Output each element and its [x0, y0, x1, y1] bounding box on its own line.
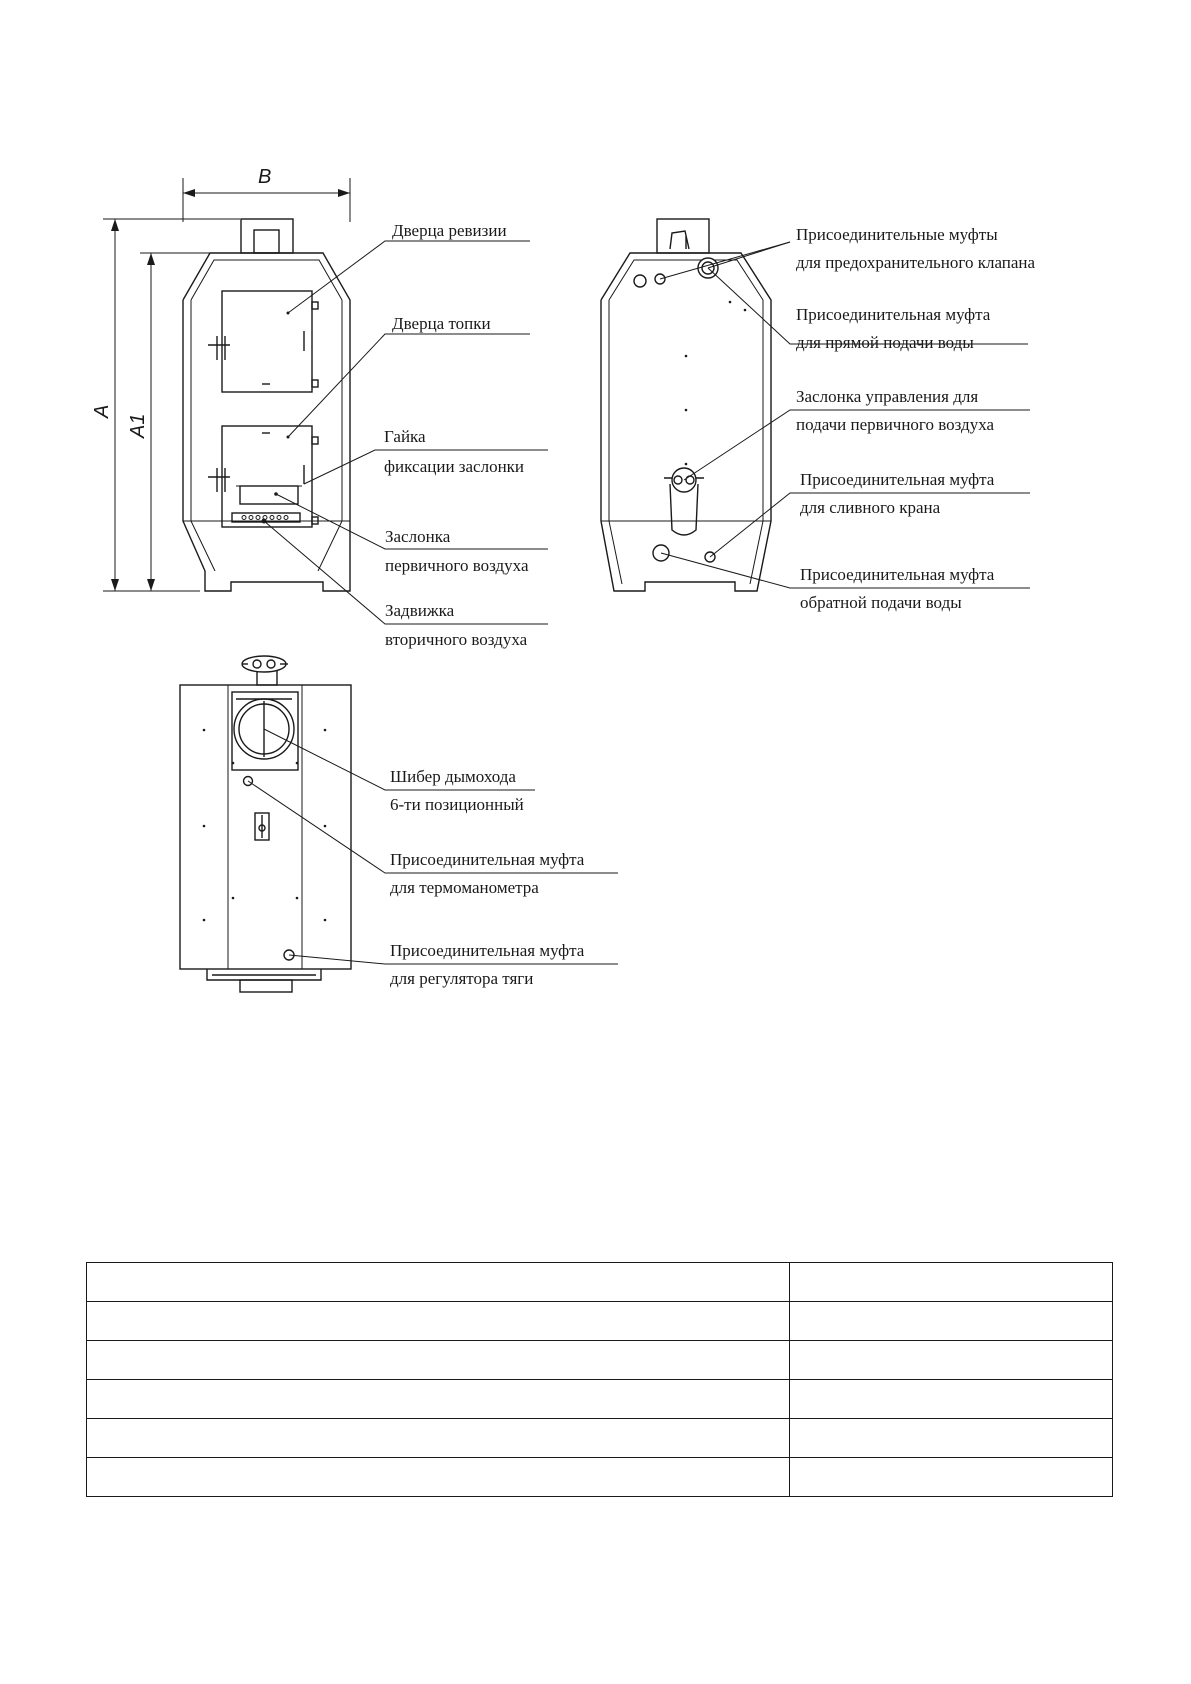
- table-cell: [87, 1341, 790, 1380]
- callout-draft-regulator-line2: для регулятора тяги: [390, 969, 534, 988]
- table-row: [87, 1341, 1113, 1380]
- table-cell: [87, 1380, 790, 1419]
- table-row: [87, 1380, 1113, 1419]
- table-row: [87, 1419, 1113, 1458]
- callout-safety-valve-line2: для предохранительного клапана: [796, 253, 1036, 272]
- front-body: [183, 219, 350, 591]
- callout-revision-door: Дверца ревизии: [392, 221, 507, 240]
- spec-table: [86, 1262, 1113, 1497]
- table-cell: [790, 1263, 1113, 1302]
- table-cell: [87, 1263, 790, 1302]
- revision-door: [208, 291, 318, 392]
- table-row: [87, 1302, 1113, 1341]
- callout-damper-nut-line2: фиксации заслонки: [384, 457, 525, 476]
- firebox-door: [208, 426, 318, 527]
- callout-supply-line2: для прямой подачи воды: [796, 333, 974, 352]
- table-cell: [790, 1458, 1113, 1497]
- callout-air-control-line2: подачи первичного воздуха: [796, 415, 995, 434]
- callout-thermomanometer-line1: Присоединительная муфта: [390, 850, 585, 869]
- table-cell: [790, 1302, 1113, 1341]
- callout-safety-valve-line1: Присоединительные муфты: [796, 225, 998, 244]
- table-cell: [87, 1458, 790, 1497]
- callout-firebox-door: Дверца топки: [392, 314, 491, 333]
- table-row: [87, 1263, 1113, 1302]
- table-cell: [790, 1380, 1113, 1419]
- callout-secondary-air-line1: Задвижка: [385, 601, 455, 620]
- dim-label-b: B: [258, 166, 272, 188]
- callout-damper-nut-line1: Гайка: [384, 427, 426, 446]
- callout-return-line1: Присоединительная муфта: [800, 565, 995, 584]
- dimension-lines: [103, 178, 350, 591]
- front-view: [91, 166, 548, 649]
- table-cell: [790, 1341, 1113, 1380]
- back-view: [601, 219, 1036, 612]
- callout-flue-damper-line2: 6-ти позиционный: [390, 795, 524, 814]
- table-cell: [87, 1419, 790, 1458]
- callout-thermomanometer-line2: для термоманометра: [390, 878, 539, 897]
- callout-primary-air-line1: Заслонка: [385, 527, 451, 546]
- top-body: [180, 656, 351, 992]
- dim-label-a1: A1: [127, 413, 149, 438]
- callout-draft-regulator-line1: Присоединительная муфта: [390, 941, 585, 960]
- table-cell: [790, 1419, 1113, 1458]
- callout-flue-damper-line1: Шибер дымохода: [390, 767, 516, 786]
- dim-label-a: A: [91, 404, 113, 418]
- callout-primary-air-line2: первичного воздуха: [385, 556, 529, 575]
- callout-air-control-line1: Заслонка управления для: [796, 387, 979, 406]
- top-view: [180, 656, 618, 992]
- table-row: [87, 1458, 1113, 1497]
- callout-drain-line1: Присоединительная муфта: [800, 470, 995, 489]
- callout-drain-line2: для сливного крана: [800, 498, 941, 517]
- back-fittings: [634, 258, 718, 562]
- callout-return-line2: обратной подачи воды: [800, 593, 962, 612]
- table-cell: [87, 1302, 790, 1341]
- callout-secondary-air-line2: вторичного воздуха: [385, 630, 528, 649]
- top-leaders: [248, 729, 618, 964]
- callout-supply-line1: Присоединительная муфта: [796, 305, 991, 324]
